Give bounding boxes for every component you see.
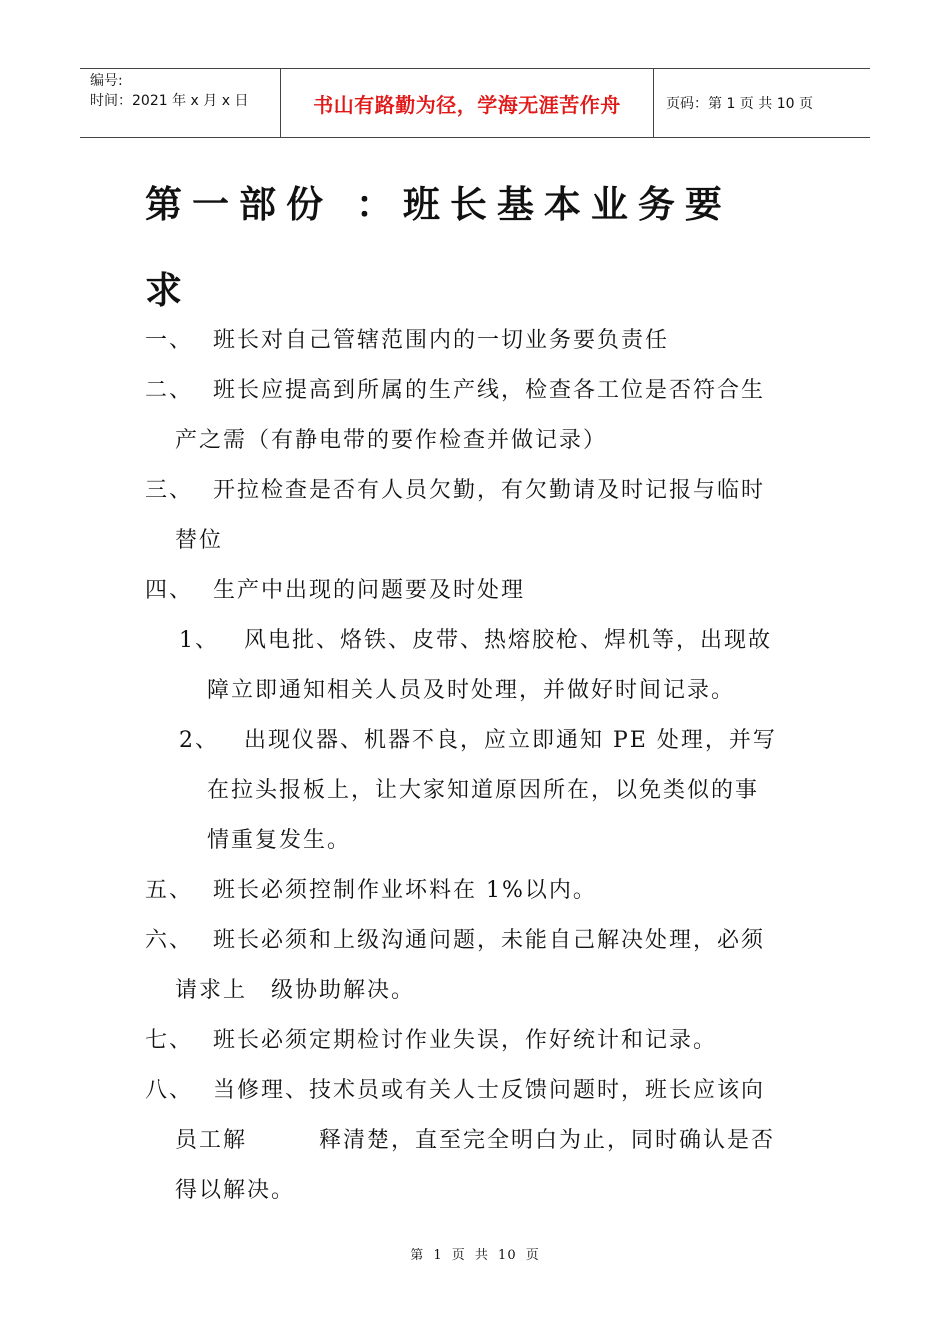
- title-line-2: 求: [145, 269, 192, 312]
- item-text: 班长应提高到所属的生产线，检查各工位是否符合生: [213, 378, 766, 403]
- sub-item-text: 出现仪器、机器不良，应立即通知 PE 处理，并写: [244, 728, 777, 753]
- page-title: [145, 162, 815, 334]
- item-text: 当修理、技术员或有关人士反馈问题时，班长应该向: [213, 1078, 766, 1103]
- sub-item-text: 风电批、烙铁、皮带、热熔胶枪、焊机等，出现故: [244, 628, 773, 653]
- item-text: 开拉检查是否有人员欠勤，有欠勤请及时记报与临时: [213, 478, 766, 503]
- item-text: 班长必须控制作业坏料在 1%以内。: [213, 878, 597, 903]
- sub-item-continuation: 障立即通知相关人员及时处理，并做好时间记录。: [207, 678, 736, 703]
- list-item-8: [145, 1066, 815, 1116]
- item-number: 四、: [145, 578, 194, 603]
- sub-item-2: [145, 716, 815, 766]
- time-label: 时间：2021 年 x 月 x 日: [90, 93, 249, 109]
- list-item-4: [145, 566, 815, 616]
- item-text: 班长对自己管辖范围内的一切业务要负责任: [213, 328, 670, 353]
- item-continuation: 产之需（有静电带的要作检查并做记录）: [175, 428, 608, 453]
- list-item-1: [145, 316, 815, 366]
- item-number: 三、: [145, 478, 194, 503]
- item-number: 八、: [145, 1078, 194, 1103]
- item-text: 生产中出现的问题要及时处理: [213, 578, 526, 603]
- item-continuation: 请求上 级协助解决。: [175, 978, 416, 1003]
- list-item-2: [145, 366, 815, 416]
- number-label: 编号:: [90, 73, 123, 89]
- list-item-6: [145, 916, 815, 966]
- item-number: 六、: [145, 928, 194, 953]
- list-item-5: [145, 866, 815, 916]
- page-footer: 第 1 页 共 10 页: [410, 1248, 540, 1263]
- item-continuation: 员工解 释清楚，直至完全明白为止，同时确认是否: [175, 1128, 776, 1153]
- item-number: 一、: [145, 328, 194, 353]
- sub-item-1: [145, 616, 815, 666]
- document-body: [145, 316, 815, 1216]
- item-continuation: 替位: [175, 528, 224, 553]
- document-header: [80, 68, 870, 138]
- list-item-7: [145, 1016, 815, 1066]
- list-item-3: [145, 466, 815, 516]
- item-continuation: 得以解决。: [175, 1178, 296, 1203]
- item-number: 二、: [145, 378, 194, 403]
- sub-item-number: 2、: [179, 728, 219, 753]
- sub-item-continuation: 在拉头报板上，让大家知道原因所在，以免类似的事: [207, 778, 760, 803]
- sub-item-continuation: 情重复发生。: [207, 828, 352, 853]
- header-motto: 书山有路勤为径，学海无涯苦作舟: [281, 69, 654, 137]
- item-text: 班长必须定期检讨作业失误，作好统计和记录。: [213, 1028, 718, 1053]
- sub-item-number: 1、: [179, 628, 219, 653]
- item-number: 七、: [145, 1028, 194, 1053]
- item-text: 班长必须和上级沟通问题，未能自己解决处理，必须: [213, 928, 766, 953]
- header-meta: [80, 69, 281, 137]
- title-line-1: 第一部份 ：班长基本业务要: [145, 183, 732, 226]
- item-number: 五、: [145, 878, 194, 903]
- header-page-info: 页码：第 1 页 共 10 页: [666, 96, 813, 112]
